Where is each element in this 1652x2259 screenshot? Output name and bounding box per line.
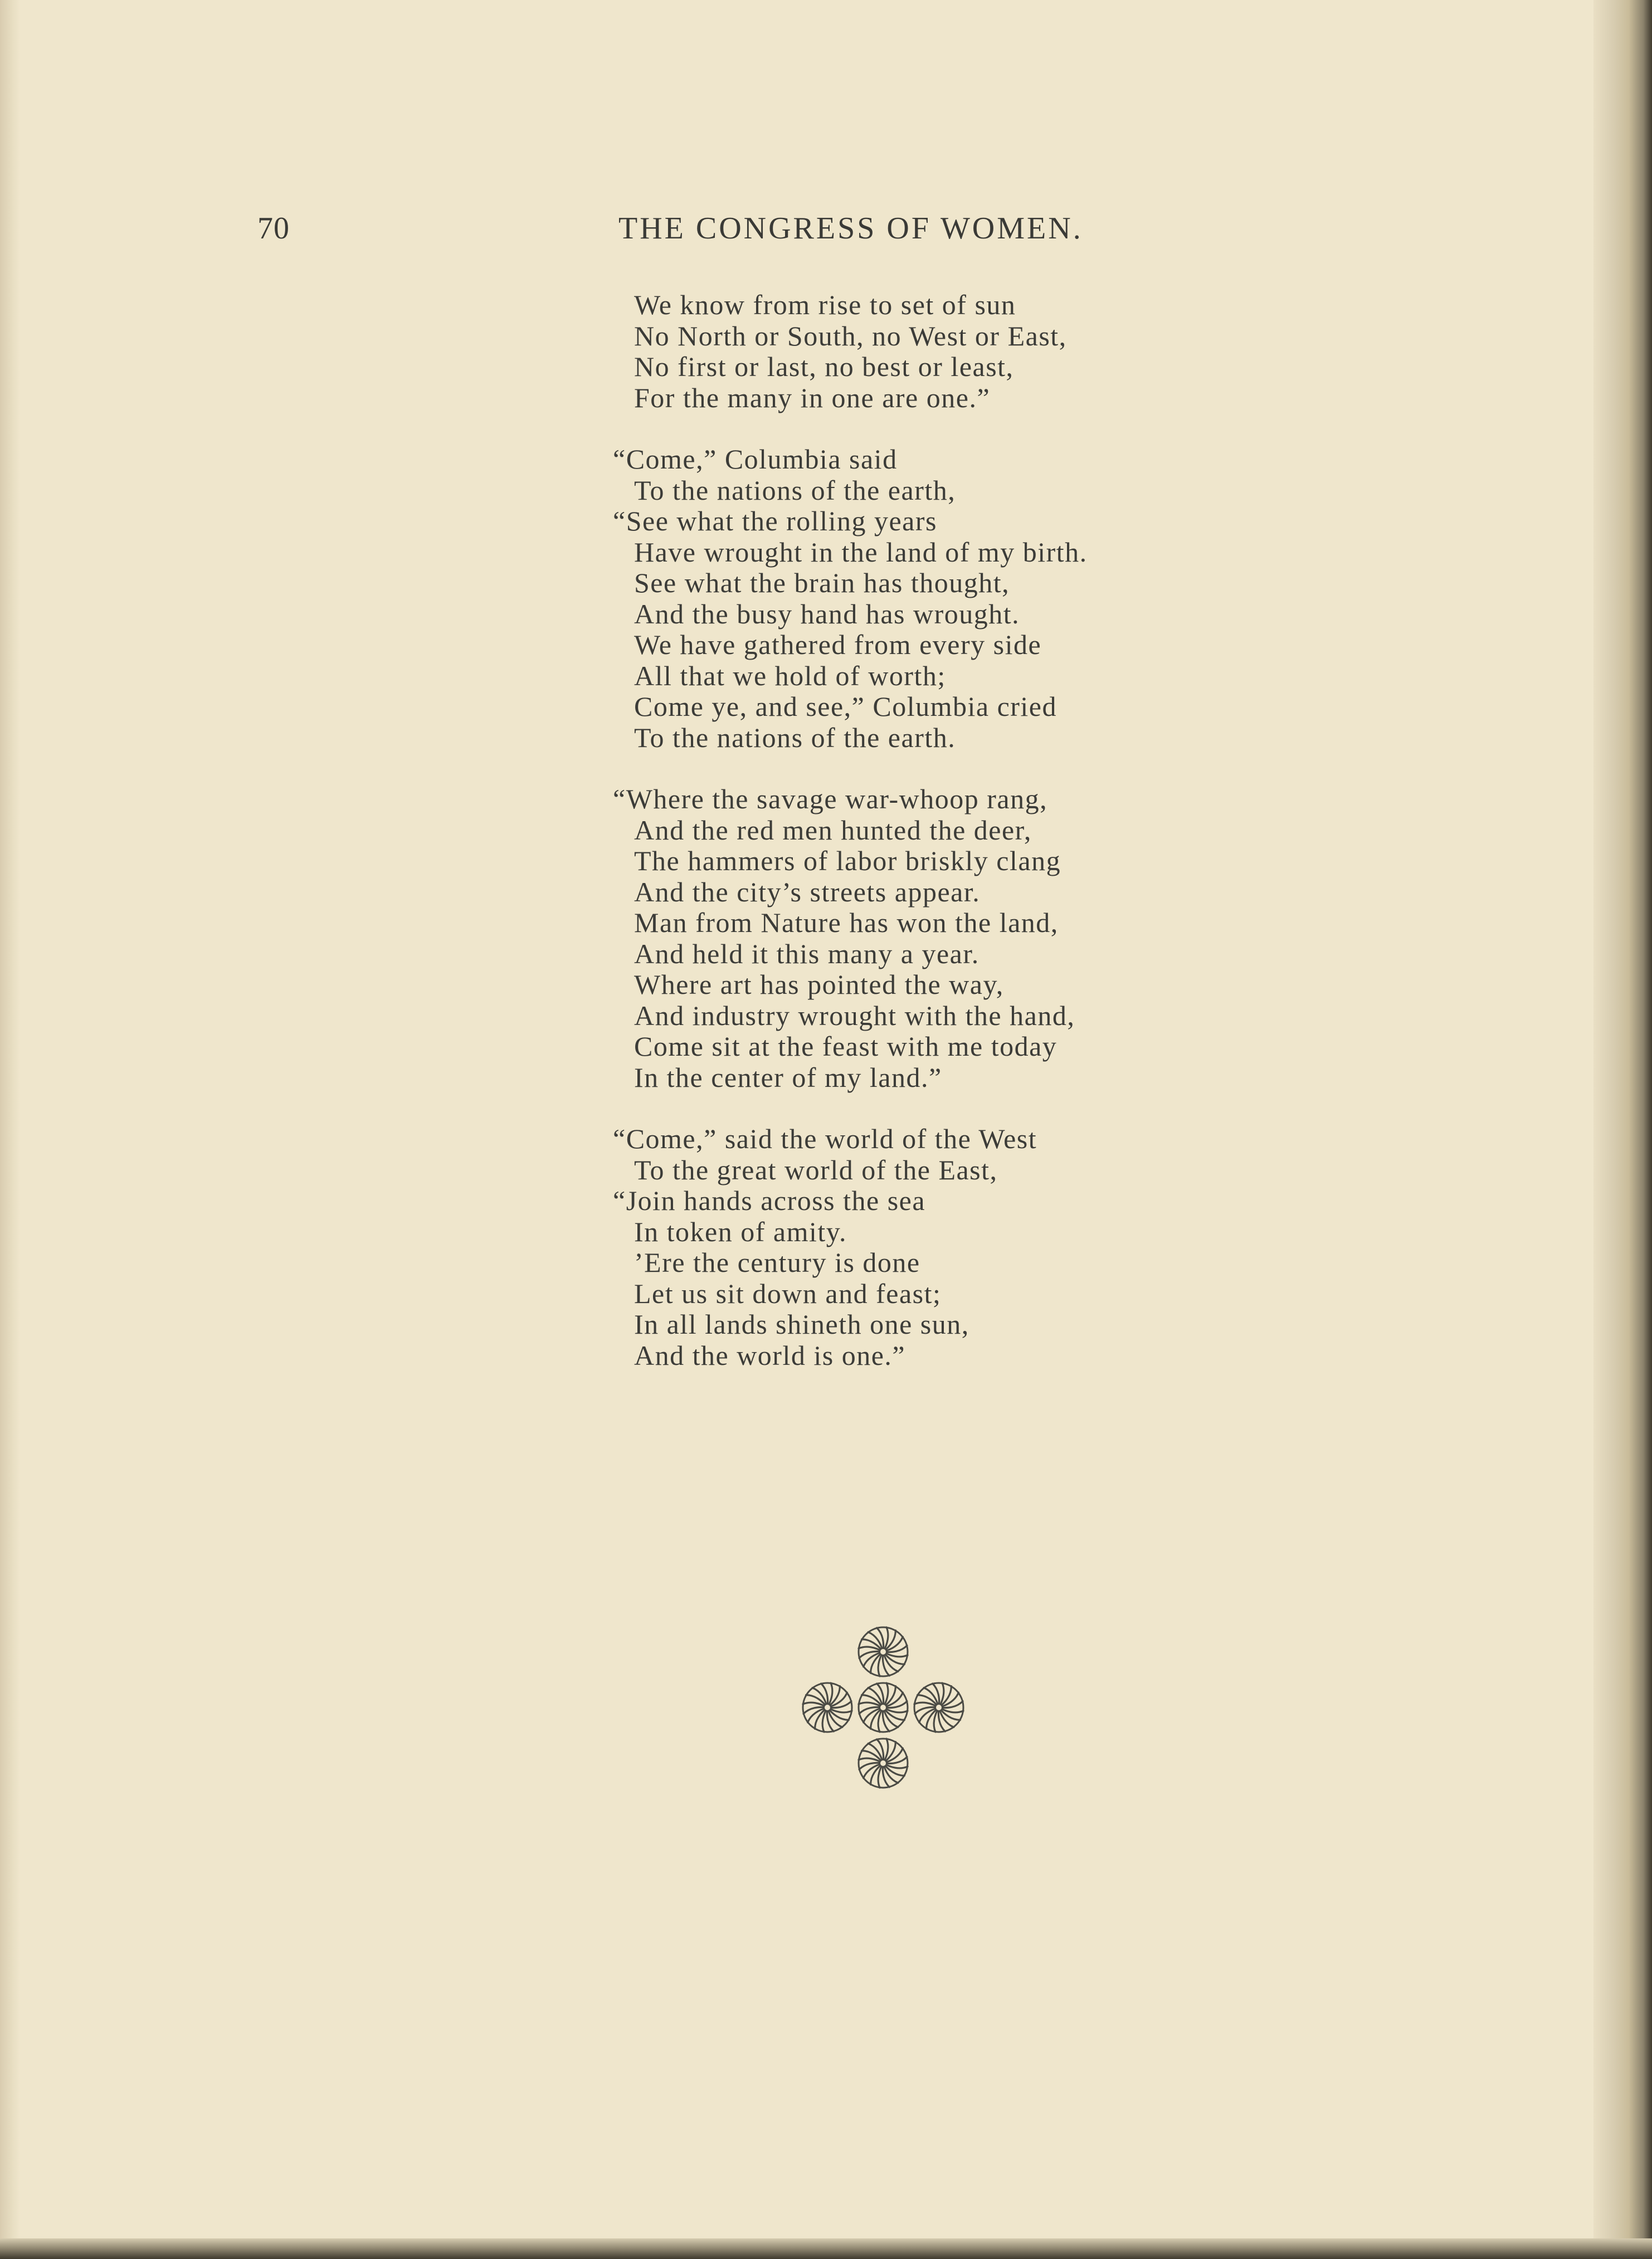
poem-line: ’Ere the century is done [634, 1247, 920, 1278]
poem-line: The hammers of labor briskly clang [634, 845, 1061, 876]
poem-line: “Join hands across the sea [613, 1185, 926, 1216]
poem-line: To the nations of the earth, [634, 474, 956, 506]
poem-line: “Where the savage war-whoop rang, [613, 783, 1048, 814]
page-gutter [0, 0, 20, 2245]
poem-line: And held it this many a year. [634, 938, 979, 969]
poem-line: And industry wrought with the hand, [634, 999, 1075, 1031]
poem-line: Come sit at the feast with me today [634, 1031, 1058, 1062]
poem-line: In token of amity. [634, 1216, 847, 1247]
stanza [613, 444, 1226, 753]
poem-line: In all lands shineth one sun, [634, 1309, 969, 1340]
page-edge-bottom [0, 2238, 1652, 2259]
poem-line: “See what the rolling years [613, 505, 937, 536]
poem-line: All that we hold of worth; [634, 660, 946, 691]
running-title: THE CONGRESS OF WOMEN. [618, 211, 1083, 246]
poem [613, 290, 1226, 1402]
poem-line: To the nations of the earth. [634, 721, 956, 753]
poem-line: “Come,” Columbia said [613, 443, 898, 475]
poem-line: Man from Nature has won the land, [634, 907, 1059, 938]
poem-line: And the city’s streets appear. [634, 876, 981, 907]
poem-line: No first or last, no best or least, [634, 351, 1014, 382]
poem-line: We have gathered from every side [634, 629, 1042, 660]
poem-line: And the red men hunted the deer, [634, 814, 1032, 846]
page-number: 70 [257, 211, 290, 246]
poem-line: To the great world of the East, [634, 1154, 998, 1185]
poem-line: And the busy hand has wrought. [634, 598, 1020, 630]
poem-line: Where art has pointed the way, [634, 969, 1004, 1000]
poem-line: Let us sit down and feast; [634, 1277, 942, 1309]
page-edge-right [1593, 0, 1652, 2259]
rosette-cluster-icon [797, 1621, 969, 1794]
poem-line: We know from rise to set of sun [634, 289, 1016, 320]
poem-line: In the center of my land.” [634, 1061, 942, 1093]
stanza [613, 1124, 1226, 1371]
poem-line: No North or South, no West or East, [634, 320, 1067, 352]
stanza [613, 784, 1226, 1093]
page-header [0, 211, 1605, 255]
poem-line: Have wrought in the land of my birth. [634, 536, 1088, 568]
poem-line: For the many in one are one.” [634, 382, 991, 413]
poem-line: And the world is one.” [634, 1339, 906, 1371]
poem-line: “Come,” said the world of the West [613, 1123, 1037, 1154]
poem-line: Come ye, and see,” Columbia cried [634, 691, 1057, 722]
poem-line: See what the brain has thought, [634, 567, 1010, 598]
stanza [613, 290, 1226, 413]
